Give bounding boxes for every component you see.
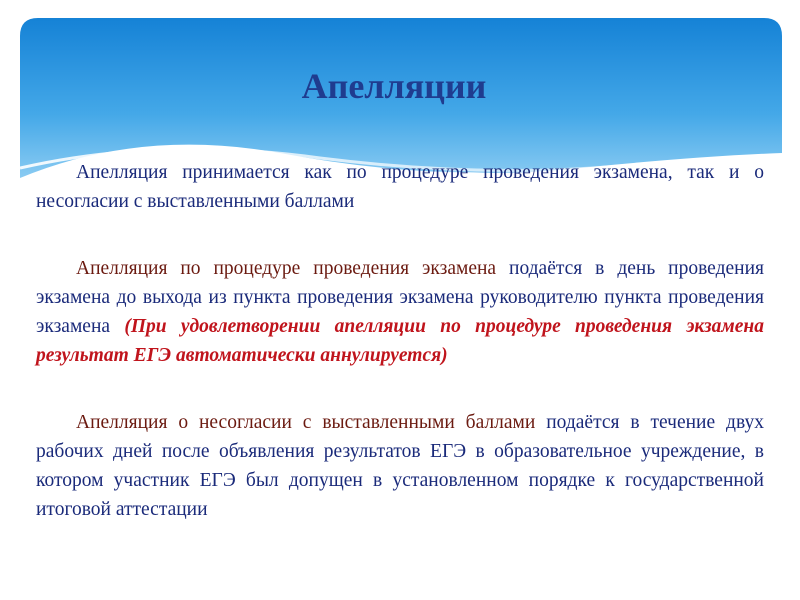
appeal-procedure-text: подаётся в день проведения экзамена до выхода из пункта проведения экзамена руководителю пункта проведения экзамена bbox=[36, 258, 764, 337]
appeal-procedure-heading: Апелляция по процедуре проведения экзамена bbox=[76, 258, 497, 279]
paragraph-appeal-procedure bbox=[36, 254, 764, 370]
slide-content bbox=[36, 158, 764, 524]
appeal-procedure-note: (При удовлетворении апелляции по процедуре проведения экзамена результат ЕГЭ автоматически аннулируется) bbox=[36, 316, 765, 366]
appeal-scores-text: подаётся в течение двух рабочих дней после объявления результатов ЕГЭ в образовательное учреждение, в котором участник ЕГЭ был допущен в установленном порядке к государственной итоговой аттестации bbox=[36, 412, 764, 520]
paragraph-appeal-scores bbox=[36, 408, 764, 524]
paragraph-appeal-general: Апелляция принимается как по процедуре проведения экзамена, так и о несогласии с выставленными баллами bbox=[36, 162, 764, 212]
appeal-scores-heading: Апелляция о несогласии с выставленными баллами bbox=[76, 412, 536, 433]
slide-title: Апелляции bbox=[301, 66, 487, 106]
